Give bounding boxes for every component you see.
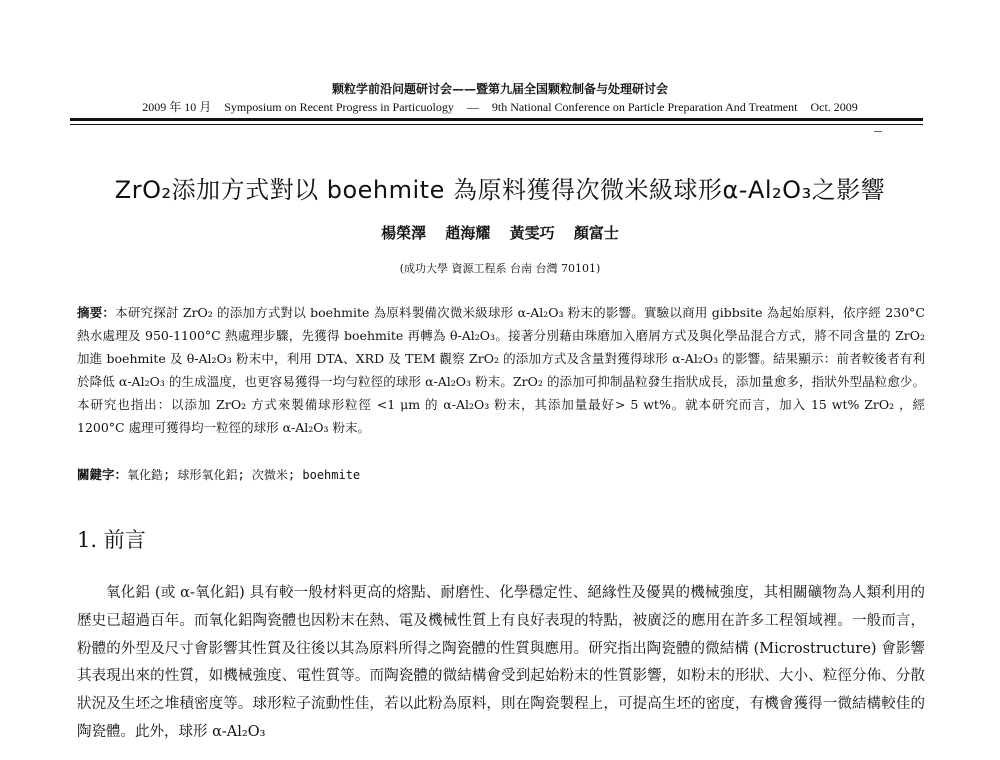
- running-header: [0, 98, 1000, 115]
- paper-title: ZrO₂添加方式對以 boehmite 為原料獲得次微米級球形α-Al₂O₃之影響: [114, 176, 886, 204]
- header-national-conference: 9th National Conference on Particle Preparation And Treatment: [491, 100, 798, 114]
- section-heading: 1. 前言: [77, 528, 146, 552]
- header-rule-thin: [70, 124, 923, 125]
- abstract-label: 摘要：: [77, 305, 116, 320]
- conference-title-cn: 颗粒学前沿问题研讨会——暨第九届全国颗粒制备与处理研讨会: [331, 82, 668, 96]
- keywords-text: 氧化鋯; 球形氧化鋁; 次微米; boehmite: [127, 468, 361, 482]
- affiliation: (成功大學 資源工程系 台南 台灣 70101): [399, 262, 601, 275]
- header-date-right: Oct. 2009: [810, 100, 858, 114]
- keywords-label: 關鍵字：: [77, 467, 128, 482]
- keywords: [77, 465, 925, 485]
- header-symposium: Symposium on Recent Progress in Particuology: [224, 100, 454, 114]
- paper-authors: 楊榮澤 趙海耀 黃雯巧 顏富士: [381, 224, 619, 242]
- header-date-left: 2009 年 10 月: [142, 100, 212, 114]
- header-dash: —: [466, 100, 479, 114]
- header-rule-thick: [70, 118, 923, 121]
- abstract: [77, 301, 925, 439]
- abstract-text: 本研究探討 ZrO₂ 的添加方式對以 boehmite 為原料製備次微米級球形 α-Al₂O₃ 粉末的影響。實驗以商用 gibbsite 為起始原料，依序經 230°C 熱水處理及 950-1100°C 熱處理步驟，先獲得 boehmite 再轉為 θ-Al₂O₃。接著分別藉由珠磨加入磨屑方式及與化學品混合方式，將不同含量的 ZrO₂ 加進 boehmite 及 θ-Al₂O₃ 粉末中，利用 DTA、XRD 及 TEM 觀察 ZrO₂ 的添加方式及含量對獲得球形 α-Al₂O₃ 的影響。結果顯示：前者較後者有利於降低 α-Al₂O₃ 的生成溫度，也更容易獲得一均勻粒徑的球形 α-Al₂O₃ 粉末。ZrO₂ 的添加可抑制晶粒發生指狀成長，添加量愈多，指狀外型晶粒愈少。本研究也指出：以添加 ZrO₂ 方式來製備球形粒徑 <1 μm 的 α-Al₂O₃ 粉末，其添加量最好> 5 wt%。就本研究而言，加入 15 wt% ZrO₂ ，經 1200°C 處理可獲得均一粒徑的球形 α-Al₂O₃ 粉末。: [77, 305, 925, 435]
- margin-mark: [874, 131, 882, 132]
- body-paragraph: 氧化鋁 (或 α-氧化鋁) 具有較一般材料更高的熔點、耐磨性、化學穩定性、絕緣性及優異的機械強度，其相關礦物為人類利用的歷史已超過百年。而氧化鋁陶瓷體也因粉末在熱、電及機械性質上有良好表現的特點，被廣泛的應用在許多工程領域裡。一般而言，粉體的外型及尺寸會影響其性質及往後以其為原料所得之陶瓷體的性質與應用。研究指出陶瓷體的微結構 (Microstructure) 會影響其表現出來的性質，如機械強度、電性質等。而陶瓷體的微結構會受到起始粉末的性質影響，如粉末的形狀、大小、粒徑分佈、分散狀況及生坯之堆積密度等。球形粒子流動性佳，若以此粉為原料，則在陶瓷製程上，可提高生坯的密度，有機會獲得一微結構較佳的陶瓷體。此外，球形 α-Al₂O₃: [77, 585, 925, 740]
